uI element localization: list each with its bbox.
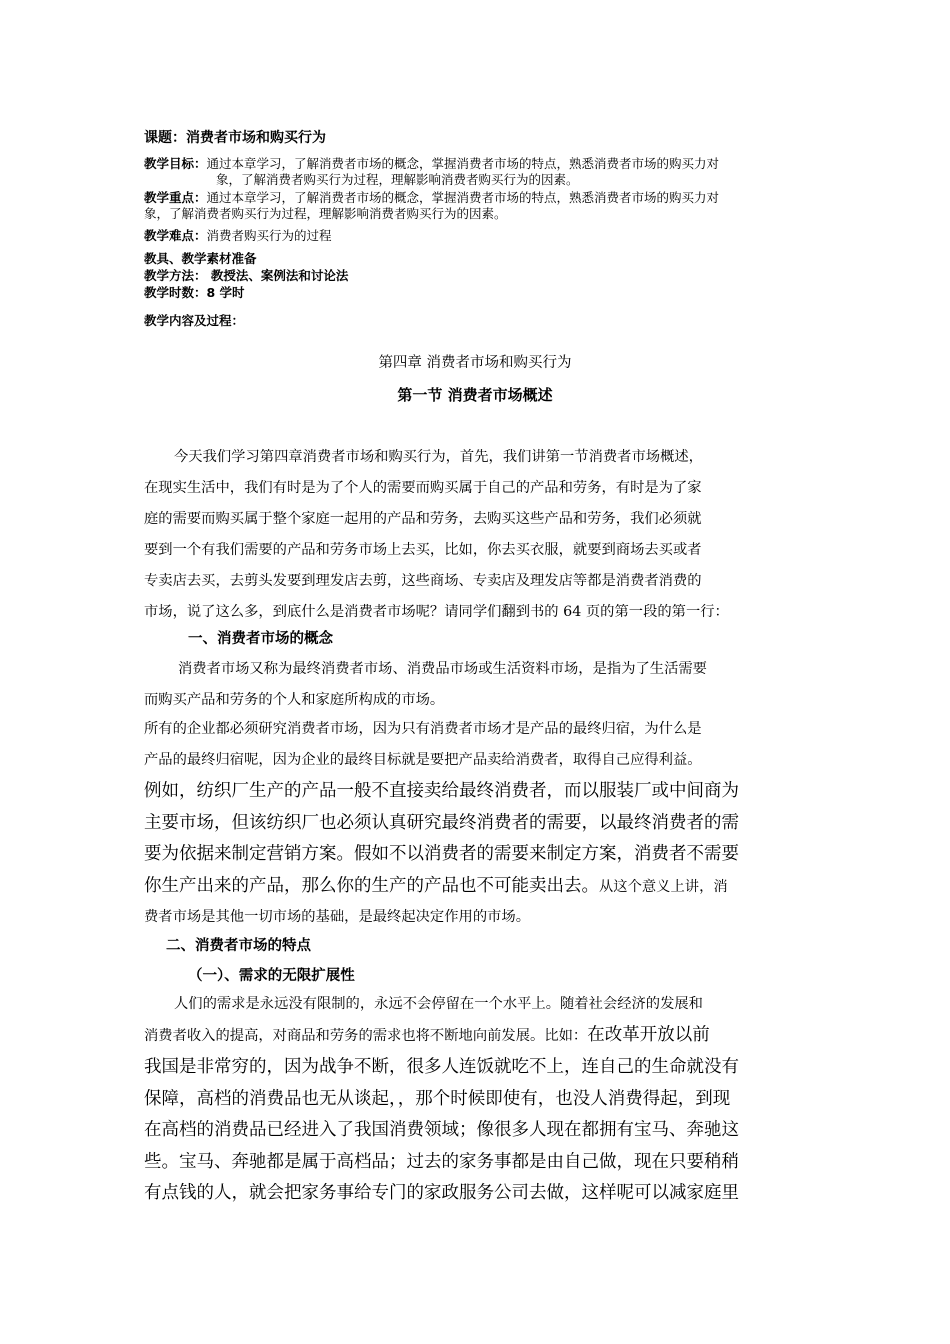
example-line-mixed xyxy=(144,871,814,904)
teaching-difficulty-label: 教学难点： xyxy=(144,228,207,243)
teaching-goal-line2: 象，了解消费者购买行为过程，理解影响消费者购买行为的因素。 xyxy=(216,172,579,187)
intro-line: 庭的需要而购买属于整个家庭一起用的产品和劳务，去购买这些产品和劳务，我们必须就 xyxy=(144,511,702,527)
definition-line: 而购买产品和劳务的个人和家庭所构成的市场。 xyxy=(144,692,445,708)
demand-line: 人们的需求是永远没有限制的，永远不会停留在一个水平上。随着社会经济的发展和 xyxy=(174,996,703,1012)
demand-paragraph-big xyxy=(144,1052,814,1210)
chapter-title: 第四章 消费者市场和购买行为 xyxy=(378,355,572,371)
teaching-focus xyxy=(144,190,824,205)
demand-mixed-tail: 比如： xyxy=(544,1028,588,1044)
teaching-content-label: 教学内容及过程： xyxy=(144,313,245,328)
teaching-tools: 教具、教学素材准备 xyxy=(144,251,257,266)
intro-line: 在现实生活中，我们有时是为了个人的需要而购买属于自己的产品和劳务，有时是为了家 xyxy=(144,480,702,496)
teaching-focus-label: 教学重点： xyxy=(144,190,207,205)
heading-features: 二、消费者市场的特点 xyxy=(166,938,311,954)
teaching-goal-label: 教学目标： xyxy=(144,156,207,171)
section-title: 第一节 消费者市场概述 xyxy=(397,386,553,404)
why-line: 所有的企业都必须研究消费者市场，因为只有消费者市场才是产品的最终归宿，为什么是 xyxy=(144,721,702,737)
course-title-label: 课题： xyxy=(144,130,186,146)
definition-paragraph xyxy=(144,654,814,716)
example-line: 要为依据来制定营销方案。假如不以消费者的需要来制定方案，消费者不需要 xyxy=(144,844,739,864)
demand-big-line: 有点钱的人，就会把家务事给专门的家政服务公司去做，这样呢可以减家庭里 xyxy=(144,1183,739,1203)
teaching-focus-cont xyxy=(144,206,824,221)
teaching-method: 教学方法： 教授法、案例法和讨论法 xyxy=(144,268,349,283)
definition-line: 消费者市场又称为最终消费者市场、消费品市场或生活资料市场，是指为了生活需要 xyxy=(178,661,707,677)
example-paragraph xyxy=(144,776,814,903)
heading-unlimited-demand: （一）、需求的无限扩展性 xyxy=(188,968,355,984)
intro-line: 今天我们学习第四章消费者市场和购买行为，首先，我们讲第一节消费者市场概述， xyxy=(174,449,703,465)
example-line: 主要市场，但该纺织厂也必须认真研究最终消费者的需要，以最终消费者的需 xyxy=(144,812,739,833)
course-title-line xyxy=(144,131,824,146)
example-line: 例如，纺织厂生产的产品一般不直接卖给最终消费者，而以服装厂或中间商为 xyxy=(144,781,739,801)
demand-mixed-small: 消费者收入的提高，对商品和劳务的需求也将不断地向前发展。 xyxy=(144,1028,545,1044)
demand-big-line: 在高档的消费品已经进入了我国消费领域；像很多人现在都拥有宝马、奔驰这 xyxy=(144,1120,739,1140)
demand-big-line: 保障，高档的消费品也无从谈起，，那个时候即使有，也没人消费得起，到现 xyxy=(144,1088,731,1109)
why-paragraph xyxy=(144,714,814,776)
teaching-focus-line1: 通过本章学习，了解消费者市场的概念，掌握消费者市场的特点，熟悉消费者市场的购买力对 xyxy=(206,190,720,205)
demand-big-line: 些。宝马、奔驰都是属于高档品；过去的家务事都是由自己做，现在只要稍稍 xyxy=(144,1151,739,1172)
heading-concept: 一、消费者市场的概念 xyxy=(188,631,333,647)
example-mixed-small: 从这个意义上讲，消 xyxy=(599,878,728,895)
intro-line: 专卖店去买，去剪头发要到理发店去剪，这些商场、专卖店及理发店等都是消费者消费的 xyxy=(144,573,702,589)
teaching-focus-line2: 象，了解消费者购买行为过程，理解影响消费者购买行为的因素。 xyxy=(144,206,507,221)
demand-line-mixed xyxy=(144,1020,814,1052)
demand-big-line: 我国是非常穷的，因为战争不断，很多人连饭就吃不上，连自己的生命就没有 xyxy=(144,1057,739,1077)
demand-mixed-big: 在改革开放以前 xyxy=(587,1025,710,1045)
teaching-difficulty-value: 消费者购买行为的过程 xyxy=(206,228,332,243)
intro-line: 要到一个有我们需要的产品和劳务市场上去买，比如，你去买衣服，就要到商场去买或者 xyxy=(144,542,702,558)
example-mixed-big: 你生产出来的产品，那么你的生产的产品也不可能卖出去。 xyxy=(144,875,599,896)
teaching-difficulty xyxy=(144,228,824,243)
teaching-goal-cont xyxy=(216,172,896,187)
teaching-hours: 教学时数：8 学时 xyxy=(144,285,245,300)
demand-paragraph xyxy=(144,989,814,1052)
teaching-goal-line1: 通过本章学习，了解消费者市场的概念，掌握消费者市场的特点，熟悉消费者市场的购买力对 xyxy=(206,156,720,171)
intro-line: 市场，说了这么多，到底什么是消费者市场呢？请同学们翻到书的 64 页的第一段的第一行： xyxy=(144,604,729,620)
course-title-value: 消费者市场和购买行为 xyxy=(186,130,326,146)
intro-paragraph xyxy=(144,442,814,628)
example-end: 费者市场是其他一切市场的基础，是最终起决定作用的市场。 xyxy=(144,909,531,925)
why-line: 产品的最终归宿呢，因为企业的最终目标就是要把产品卖给消费者，取得自己应得利益。 xyxy=(144,752,702,768)
teaching-goal xyxy=(144,156,824,171)
